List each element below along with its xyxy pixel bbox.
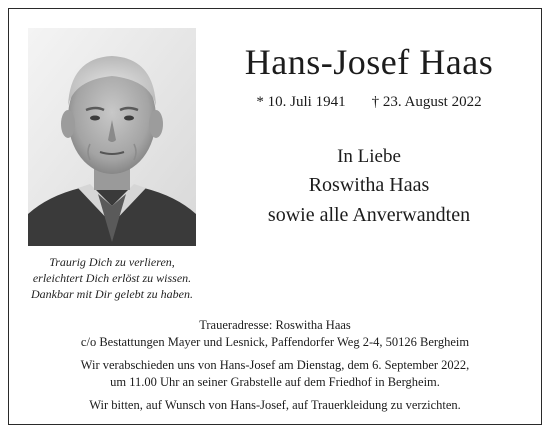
poem-line: erleichtert Dich erlöst zu wissen. — [32, 271, 192, 285]
death-date: † 23. August 2022 — [371, 94, 482, 110]
farewell-line: Wir verabschieden uns von Hans-Josef am Dienstag, dem 6. September 2022, — [80, 358, 470, 372]
memorial-poem — [20, 254, 204, 302]
mourners-intro: In Liebe — [337, 146, 401, 167]
funeral-details — [20, 317, 530, 414]
address-line: c/o Bestattungen Mayer und Lesnick, Paffendorfer Weg 2-4, 50126 Bergheim — [80, 335, 470, 349]
deceased-name: Hans-Josef Haas — [244, 42, 494, 82]
address-line: Traueradresse: Roswitha Haas — [199, 318, 351, 332]
farewell-line: um 11.00 Uhr an seiner Grabstelle auf dem Friedhof in Bergheim. — [110, 375, 440, 389]
clothing-request: Wir bitten, auf Wunsch von Hans-Josef, auf Trauerkleidung zu verzichten. — [89, 398, 461, 412]
poem-line: Traurig Dich zu verlieren, — [49, 255, 175, 269]
poem-line: Dankbar mit Dir gelebt zu haben. — [31, 287, 193, 301]
portrait-photo — [28, 28, 196, 246]
birth-date: * 10. Juli 1941 — [256, 94, 346, 110]
mourner-name: Roswitha Haas — [308, 174, 430, 196]
mourner-relatives: sowie alle Anverwandten — [267, 204, 471, 226]
life-dates — [210, 92, 528, 112]
mourners-block — [210, 144, 528, 230]
